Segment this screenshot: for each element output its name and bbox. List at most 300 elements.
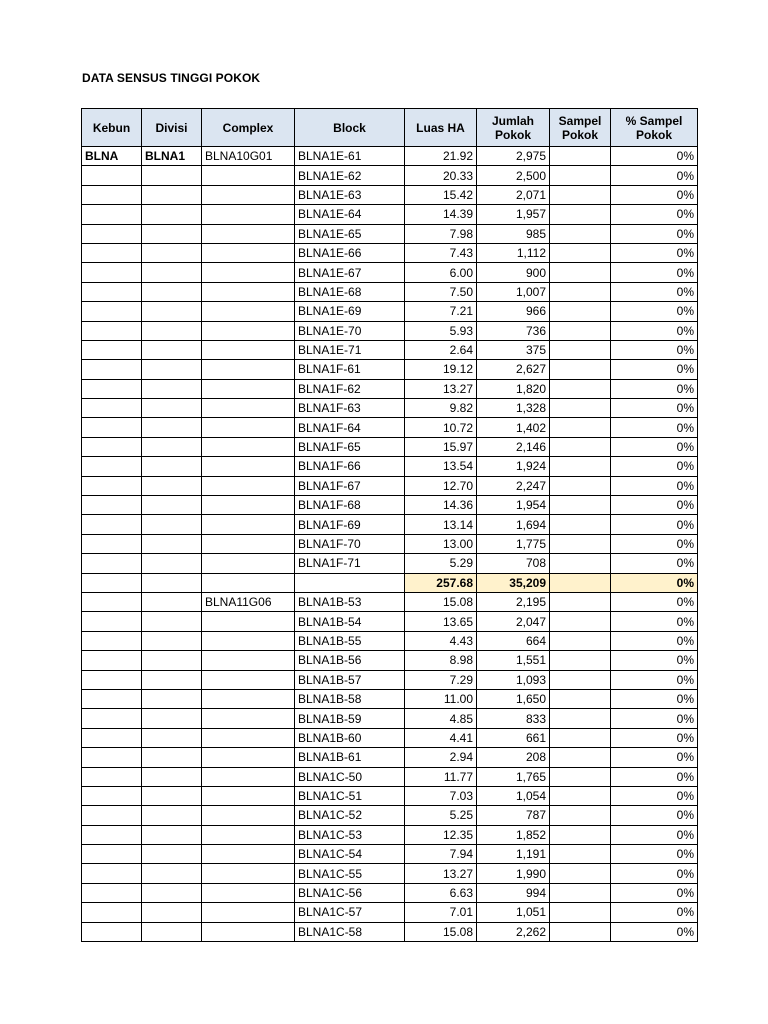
cell-complex[interactable]	[202, 922, 295, 941]
cell-jumlah-pokok[interactable]: 2,262	[477, 922, 550, 941]
cell-sampel-pokok[interactable]	[550, 728, 611, 747]
cell-jumlah-pokok[interactable]: 2,627	[477, 360, 550, 379]
cell-jumlah-pokok[interactable]: 1,765	[477, 767, 550, 786]
cell-luas-ha[interactable]: 13.54	[405, 457, 477, 476]
cell-block[interactable]: BLNA1E-71	[295, 340, 405, 359]
cell-kebun[interactable]	[82, 689, 142, 708]
cell-luas-ha[interactable]: 6.00	[405, 263, 477, 282]
cell-divisi[interactable]	[142, 592, 202, 611]
cell-pct-sampel[interactable]: 0%	[611, 437, 698, 456]
cell-divisi[interactable]	[142, 689, 202, 708]
cell-complex[interactable]	[202, 437, 295, 456]
cell-kebun[interactable]	[82, 554, 142, 573]
cell-complex[interactable]	[202, 728, 295, 747]
cell-complex[interactable]	[202, 457, 295, 476]
cell-pct-sampel[interactable]: 0%	[611, 302, 698, 321]
cell-kebun[interactable]	[82, 224, 142, 243]
cell-sampel-pokok[interactable]	[550, 496, 611, 515]
cell-kebun[interactable]	[82, 651, 142, 670]
cell-jumlah-pokok[interactable]: 375	[477, 340, 550, 359]
cell-jumlah-pokok[interactable]: 787	[477, 806, 550, 825]
cell-luas-ha[interactable]: 8.98	[405, 651, 477, 670]
cell-sampel-pokok[interactable]	[550, 515, 611, 534]
cell-complex[interactable]	[202, 418, 295, 437]
cell-jumlah-pokok[interactable]: 661	[477, 728, 550, 747]
cell-block[interactable]: BLNA1C-53	[295, 825, 405, 844]
cell-block[interactable]: BLNA1B-58	[295, 689, 405, 708]
cell-complex[interactable]	[202, 340, 295, 359]
cell-block[interactable]: BLNA1F-66	[295, 457, 405, 476]
cell-pct-sampel[interactable]: 0%	[611, 825, 698, 844]
cell-complex[interactable]	[202, 748, 295, 767]
cell-jumlah-pokok[interactable]: 708	[477, 554, 550, 573]
cell-complex[interactable]	[202, 845, 295, 864]
cell-divisi[interactable]	[142, 205, 202, 224]
cell-block[interactable]: BLNA1B-57	[295, 670, 405, 689]
cell-divisi[interactable]	[142, 496, 202, 515]
cell-jumlah-pokok[interactable]: 1,093	[477, 670, 550, 689]
cell-complex[interactable]	[202, 302, 295, 321]
cell-block[interactable]: BLNA1C-57	[295, 903, 405, 922]
header-kebun[interactable]: Kebun	[82, 109, 142, 147]
cell-sampel-pokok[interactable]	[550, 340, 611, 359]
header-jumlah-pokok[interactable]	[477, 109, 550, 147]
cell-divisi[interactable]	[142, 263, 202, 282]
cell-complex[interactable]	[202, 399, 295, 418]
cell-complex[interactable]	[202, 282, 295, 301]
cell-kebun[interactable]	[82, 302, 142, 321]
cell-sampel-pokok[interactable]	[550, 864, 611, 883]
cell-block[interactable]: BLNA1F-62	[295, 379, 405, 398]
cell-divisi[interactable]	[142, 767, 202, 786]
cell-sampel-pokok[interactable]	[550, 360, 611, 379]
cell-divisi[interactable]	[142, 340, 202, 359]
cell-kebun[interactable]	[82, 767, 142, 786]
cell-luas-ha[interactable]: 7.21	[405, 302, 477, 321]
cell-pct-sampel[interactable]: 0%	[611, 728, 698, 747]
cell-luas-ha[interactable]: 257.68	[405, 573, 477, 592]
cell-divisi[interactable]	[142, 883, 202, 902]
cell-block[interactable]: BLNA1E-64	[295, 205, 405, 224]
cell-luas-ha[interactable]: 7.50	[405, 282, 477, 301]
cell-jumlah-pokok[interactable]: 1,775	[477, 534, 550, 553]
cell-sampel-pokok[interactable]	[550, 806, 611, 825]
cell-sampel-pokok[interactable]	[550, 631, 611, 650]
cell-sampel-pokok[interactable]	[550, 457, 611, 476]
cell-complex[interactable]	[202, 379, 295, 398]
cell-luas-ha[interactable]: 4.41	[405, 728, 477, 747]
cell-divisi[interactable]	[142, 631, 202, 650]
cell-jumlah-pokok[interactable]: 2,247	[477, 476, 550, 495]
cell-luas-ha[interactable]: 5.25	[405, 806, 477, 825]
cell-luas-ha[interactable]: 14.39	[405, 205, 477, 224]
cell-jumlah-pokok[interactable]: 966	[477, 302, 550, 321]
header-pct-sampel-pokok[interactable]	[611, 109, 698, 147]
cell-pct-sampel[interactable]: 0%	[611, 612, 698, 631]
cell-sampel-pokok[interactable]	[550, 748, 611, 767]
cell-luas-ha[interactable]: 7.29	[405, 670, 477, 689]
cell-block[interactable]: BLNA1E-65	[295, 224, 405, 243]
cell-divisi[interactable]	[142, 922, 202, 941]
cell-jumlah-pokok[interactable]: 664	[477, 631, 550, 650]
cell-complex[interactable]	[202, 224, 295, 243]
cell-divisi[interactable]	[142, 534, 202, 553]
cell-complex[interactable]	[202, 243, 295, 262]
cell-jumlah-pokok[interactable]: 1,954	[477, 496, 550, 515]
cell-kebun[interactable]	[82, 728, 142, 747]
cell-pct-sampel[interactable]: 0%	[611, 631, 698, 650]
cell-jumlah-pokok[interactable]: 2,146	[477, 437, 550, 456]
cell-divisi[interactable]	[142, 224, 202, 243]
cell-pct-sampel[interactable]: 0%	[611, 922, 698, 941]
cell-luas-ha[interactable]: 15.97	[405, 437, 477, 456]
cell-block[interactable]: BLNA1B-53	[295, 592, 405, 611]
cell-complex[interactable]	[202, 903, 295, 922]
cell-luas-ha[interactable]: 15.08	[405, 592, 477, 611]
cell-divisi[interactable]	[142, 573, 202, 592]
cell-divisi[interactable]	[142, 748, 202, 767]
cell-kebun[interactable]	[82, 534, 142, 553]
cell-block[interactable]: BLNA1C-56	[295, 883, 405, 902]
cell-luas-ha[interactable]: 11.77	[405, 767, 477, 786]
cell-sampel-pokok[interactable]	[550, 166, 611, 185]
cell-sampel-pokok[interactable]	[550, 534, 611, 553]
cell-complex[interactable]	[202, 554, 295, 573]
cell-block[interactable]: BLNA1C-54	[295, 845, 405, 864]
cell-kebun[interactable]	[82, 340, 142, 359]
cell-luas-ha[interactable]: 9.82	[405, 399, 477, 418]
cell-divisi[interactable]	[142, 728, 202, 747]
cell-pct-sampel[interactable]: 0%	[611, 883, 698, 902]
cell-complex[interactable]	[202, 496, 295, 515]
cell-pct-sampel[interactable]: 0%	[611, 243, 698, 262]
cell-block[interactable]: BLNA1E-61	[295, 147, 405, 166]
cell-pct-sampel[interactable]: 0%	[611, 592, 698, 611]
cell-sampel-pokok[interactable]	[550, 147, 611, 166]
cell-pct-sampel[interactable]: 0%	[611, 786, 698, 805]
cell-complex[interactable]	[202, 166, 295, 185]
cell-kebun[interactable]	[82, 612, 142, 631]
cell-divisi[interactable]	[142, 185, 202, 204]
cell-divisi[interactable]	[142, 864, 202, 883]
cell-luas-ha[interactable]: 12.70	[405, 476, 477, 495]
cell-pct-sampel[interactable]: 0%	[611, 806, 698, 825]
cell-sampel-pokok[interactable]	[550, 825, 611, 844]
cell-luas-ha[interactable]: 13.14	[405, 515, 477, 534]
cell-pct-sampel[interactable]: 0%	[611, 767, 698, 786]
cell-pct-sampel[interactable]: 0%	[611, 670, 698, 689]
cell-kebun[interactable]	[82, 282, 142, 301]
cell-block[interactable]: BLNA1E-69	[295, 302, 405, 321]
cell-sampel-pokok[interactable]	[550, 670, 611, 689]
cell-pct-sampel[interactable]: 0%	[611, 205, 698, 224]
cell-divisi[interactable]	[142, 243, 202, 262]
cell-kebun[interactable]	[82, 496, 142, 515]
cell-block[interactable]: BLNA1F-63	[295, 399, 405, 418]
cell-sampel-pokok[interactable]	[550, 282, 611, 301]
header-block[interactable]: Block	[295, 109, 405, 147]
cell-divisi[interactable]	[142, 515, 202, 534]
cell-jumlah-pokok[interactable]: 1,990	[477, 864, 550, 883]
cell-divisi[interactable]	[142, 302, 202, 321]
cell-jumlah-pokok[interactable]: 994	[477, 883, 550, 902]
cell-sampel-pokok[interactable]	[550, 767, 611, 786]
cell-complex[interactable]	[202, 476, 295, 495]
cell-kebun[interactable]	[82, 922, 142, 941]
cell-pct-sampel[interactable]: 0%	[611, 864, 698, 883]
cell-kebun[interactable]	[82, 263, 142, 282]
cell-jumlah-pokok[interactable]: 1,328	[477, 399, 550, 418]
cell-pct-sampel[interactable]: 0%	[611, 903, 698, 922]
cell-complex[interactable]	[202, 534, 295, 553]
cell-divisi[interactable]	[142, 457, 202, 476]
cell-sampel-pokok[interactable]	[550, 612, 611, 631]
cell-divisi[interactable]	[142, 437, 202, 456]
cell-jumlah-pokok[interactable]: 2,071	[477, 185, 550, 204]
cell-sampel-pokok[interactable]	[550, 573, 611, 592]
cell-complex[interactable]	[202, 185, 295, 204]
cell-pct-sampel[interactable]: 0%	[611, 457, 698, 476]
cell-complex[interactable]	[202, 631, 295, 650]
cell-pct-sampel[interactable]: 0%	[611, 496, 698, 515]
cell-sampel-pokok[interactable]	[550, 399, 611, 418]
cell-pct-sampel[interactable]: 0%	[611, 515, 698, 534]
cell-luas-ha[interactable]: 4.85	[405, 709, 477, 728]
cell-complex[interactable]: BLNA11G06	[202, 592, 295, 611]
cell-luas-ha[interactable]: 5.29	[405, 554, 477, 573]
cell-divisi[interactable]	[142, 786, 202, 805]
cell-kebun[interactable]	[82, 748, 142, 767]
cell-sampel-pokok[interactable]	[550, 786, 611, 805]
cell-divisi[interactable]	[142, 166, 202, 185]
cell-luas-ha[interactable]: 13.27	[405, 864, 477, 883]
cell-sampel-pokok[interactable]	[550, 418, 611, 437]
cell-jumlah-pokok[interactable]: 736	[477, 321, 550, 340]
cell-divisi[interactable]	[142, 612, 202, 631]
cell-sampel-pokok[interactable]	[550, 592, 611, 611]
header-complex[interactable]: Complex	[202, 109, 295, 147]
cell-block[interactable]: BLNA1C-52	[295, 806, 405, 825]
cell-kebun[interactable]	[82, 903, 142, 922]
cell-sampel-pokok[interactable]	[550, 922, 611, 941]
header-luas-ha[interactable]: Luas HA	[405, 109, 477, 147]
cell-luas-ha[interactable]: 2.64	[405, 340, 477, 359]
cell-jumlah-pokok[interactable]: 900	[477, 263, 550, 282]
cell-jumlah-pokok[interactable]: 833	[477, 709, 550, 728]
cell-sampel-pokok[interactable]	[550, 709, 611, 728]
cell-pct-sampel[interactable]: 0%	[611, 651, 698, 670]
cell-sampel-pokok[interactable]	[550, 263, 611, 282]
cell-block[interactable]: BLNA1C-50	[295, 767, 405, 786]
cell-kebun[interactable]	[82, 806, 142, 825]
cell-sampel-pokok[interactable]	[550, 224, 611, 243]
cell-block[interactable]: BLNA1F-67	[295, 476, 405, 495]
cell-sampel-pokok[interactable]	[550, 554, 611, 573]
cell-luas-ha[interactable]: 13.65	[405, 612, 477, 631]
cell-complex[interactable]	[202, 612, 295, 631]
cell-block[interactable]: BLNA1F-68	[295, 496, 405, 515]
cell-kebun[interactable]	[82, 709, 142, 728]
cell-divisi[interactable]	[142, 476, 202, 495]
cell-pct-sampel[interactable]: 0%	[611, 399, 698, 418]
cell-pct-sampel[interactable]: 0%	[611, 321, 698, 340]
cell-kebun[interactable]	[82, 864, 142, 883]
cell-sampel-pokok[interactable]	[550, 883, 611, 902]
cell-complex[interactable]	[202, 670, 295, 689]
cell-complex[interactable]	[202, 709, 295, 728]
cell-divisi[interactable]	[142, 845, 202, 864]
cell-jumlah-pokok[interactable]: 2,047	[477, 612, 550, 631]
cell-jumlah-pokok[interactable]: 1,924	[477, 457, 550, 476]
cell-pct-sampel[interactable]: 0%	[611, 340, 698, 359]
cell-luas-ha[interactable]: 13.27	[405, 379, 477, 398]
cell-kebun[interactable]	[82, 205, 142, 224]
cell-luas-ha[interactable]: 4.43	[405, 631, 477, 650]
header-sampel-pokok[interactable]	[550, 109, 611, 147]
cell-pct-sampel[interactable]: 0%	[611, 263, 698, 282]
cell-jumlah-pokok[interactable]: 1,694	[477, 515, 550, 534]
cell-complex[interactable]	[202, 515, 295, 534]
cell-luas-ha[interactable]: 20.33	[405, 166, 477, 185]
cell-complex[interactable]	[202, 205, 295, 224]
cell-complex[interactable]	[202, 689, 295, 708]
cell-block[interactable]: BLNA1C-51	[295, 786, 405, 805]
cell-sampel-pokok[interactable]	[550, 651, 611, 670]
cell-jumlah-pokok[interactable]: 2,500	[477, 166, 550, 185]
cell-divisi[interactable]	[142, 806, 202, 825]
cell-block[interactable]: BLNA1E-68	[295, 282, 405, 301]
cell-kebun[interactable]	[82, 399, 142, 418]
cell-block[interactable]: BLNA1B-59	[295, 709, 405, 728]
cell-sampel-pokok[interactable]	[550, 476, 611, 495]
cell-pct-sampel[interactable]: 0%	[611, 418, 698, 437]
cell-block[interactable]: BLNA1F-69	[295, 515, 405, 534]
cell-divisi[interactable]	[142, 399, 202, 418]
cell-sampel-pokok[interactable]	[550, 321, 611, 340]
cell-pct-sampel[interactable]: 0%	[611, 845, 698, 864]
cell-divisi[interactable]	[142, 554, 202, 573]
cell-divisi[interactable]	[142, 418, 202, 437]
cell-jumlah-pokok[interactable]: 1,007	[477, 282, 550, 301]
cell-complex[interactable]	[202, 806, 295, 825]
cell-luas-ha[interactable]: 21.92	[405, 147, 477, 166]
cell-pct-sampel[interactable]: 0%	[611, 224, 698, 243]
cell-luas-ha[interactable]: 13.00	[405, 534, 477, 553]
cell-complex[interactable]	[202, 883, 295, 902]
cell-luas-ha[interactable]: 7.98	[405, 224, 477, 243]
cell-jumlah-pokok[interactable]: 1,852	[477, 825, 550, 844]
cell-jumlah-pokok[interactable]: 2,195	[477, 592, 550, 611]
cell-pct-sampel[interactable]: 0%	[611, 689, 698, 708]
cell-complex[interactable]	[202, 864, 295, 883]
cell-complex[interactable]	[202, 651, 295, 670]
cell-jumlah-pokok[interactable]: 1,402	[477, 418, 550, 437]
cell-kebun[interactable]	[82, 360, 142, 379]
cell-jumlah-pokok[interactable]: 35,209	[477, 573, 550, 592]
cell-complex[interactable]	[202, 573, 295, 592]
cell-block[interactable]: BLNA1F-61	[295, 360, 405, 379]
cell-jumlah-pokok[interactable]: 985	[477, 224, 550, 243]
cell-kebun[interactable]: BLNA	[82, 147, 142, 166]
cell-jumlah-pokok[interactable]: 1,551	[477, 651, 550, 670]
cell-kebun[interactable]	[82, 573, 142, 592]
cell-kebun[interactable]	[82, 321, 142, 340]
cell-kebun[interactable]	[82, 185, 142, 204]
cell-block[interactable]: BLNA1F-64	[295, 418, 405, 437]
header-divisi[interactable]: Divisi	[142, 109, 202, 147]
cell-divisi[interactable]	[142, 282, 202, 301]
cell-complex[interactable]	[202, 321, 295, 340]
cell-jumlah-pokok[interactable]: 1,957	[477, 205, 550, 224]
cell-block[interactable]: BLNA1C-58	[295, 922, 405, 941]
cell-pct-sampel[interactable]: 0%	[611, 534, 698, 553]
cell-complex[interactable]	[202, 825, 295, 844]
cell-luas-ha[interactable]: 7.94	[405, 845, 477, 864]
cell-block[interactable]: BLNA1E-62	[295, 166, 405, 185]
cell-kebun[interactable]	[82, 592, 142, 611]
cell-luas-ha[interactable]: 7.43	[405, 243, 477, 262]
cell-divisi[interactable]: BLNA1	[142, 147, 202, 166]
cell-pct-sampel[interactable]: 0%	[611, 360, 698, 379]
cell-jumlah-pokok[interactable]: 2,975	[477, 147, 550, 166]
cell-pct-sampel[interactable]: 0%	[611, 282, 698, 301]
cell-sampel-pokok[interactable]	[550, 243, 611, 262]
cell-kebun[interactable]	[82, 845, 142, 864]
cell-kebun[interactable]	[82, 786, 142, 805]
cell-kebun[interactable]	[82, 166, 142, 185]
cell-block[interactable]: BLNA1B-54	[295, 612, 405, 631]
cell-divisi[interactable]	[142, 825, 202, 844]
cell-pct-sampel[interactable]: 0%	[611, 709, 698, 728]
cell-jumlah-pokok[interactable]: 1,650	[477, 689, 550, 708]
cell-pct-sampel[interactable]: 0%	[611, 147, 698, 166]
cell-divisi[interactable]	[142, 670, 202, 689]
cell-kebun[interactable]	[82, 437, 142, 456]
cell-kebun[interactable]	[82, 883, 142, 902]
cell-sampel-pokok[interactable]	[550, 205, 611, 224]
cell-complex[interactable]	[202, 263, 295, 282]
cell-jumlah-pokok[interactable]: 1,820	[477, 379, 550, 398]
cell-block[interactable]: BLNA1B-56	[295, 651, 405, 670]
cell-luas-ha[interactable]: 5.93	[405, 321, 477, 340]
cell-kebun[interactable]	[82, 457, 142, 476]
cell-block[interactable]: BLNA1E-63	[295, 185, 405, 204]
cell-pct-sampel[interactable]: 0%	[611, 476, 698, 495]
cell-luas-ha[interactable]: 14.36	[405, 496, 477, 515]
cell-block[interactable]: BLNA1E-70	[295, 321, 405, 340]
cell-block[interactable]: BLNA1B-61	[295, 748, 405, 767]
cell-luas-ha[interactable]: 2.94	[405, 748, 477, 767]
cell-block[interactable]: BLNA1B-55	[295, 631, 405, 650]
cell-pct-sampel[interactable]: 0%	[611, 573, 698, 592]
cell-block[interactable]: BLNA1F-65	[295, 437, 405, 456]
cell-kebun[interactable]	[82, 418, 142, 437]
cell-jumlah-pokok[interactable]: 208	[477, 748, 550, 767]
cell-block[interactable]	[295, 573, 405, 592]
cell-luas-ha[interactable]: 7.01	[405, 903, 477, 922]
cell-complex[interactable]: BLNA10G01	[202, 147, 295, 166]
cell-block[interactable]: BLNA1F-70	[295, 534, 405, 553]
cell-complex[interactable]	[202, 786, 295, 805]
cell-kebun[interactable]	[82, 825, 142, 844]
cell-jumlah-pokok[interactable]: 1,191	[477, 845, 550, 864]
cell-block[interactable]: BLNA1E-67	[295, 263, 405, 282]
cell-luas-ha[interactable]: 10.72	[405, 418, 477, 437]
cell-luas-ha[interactable]: 15.42	[405, 185, 477, 204]
cell-pct-sampel[interactable]: 0%	[611, 166, 698, 185]
cell-block[interactable]: BLNA1F-71	[295, 554, 405, 573]
cell-jumlah-pokok[interactable]: 1,054	[477, 786, 550, 805]
